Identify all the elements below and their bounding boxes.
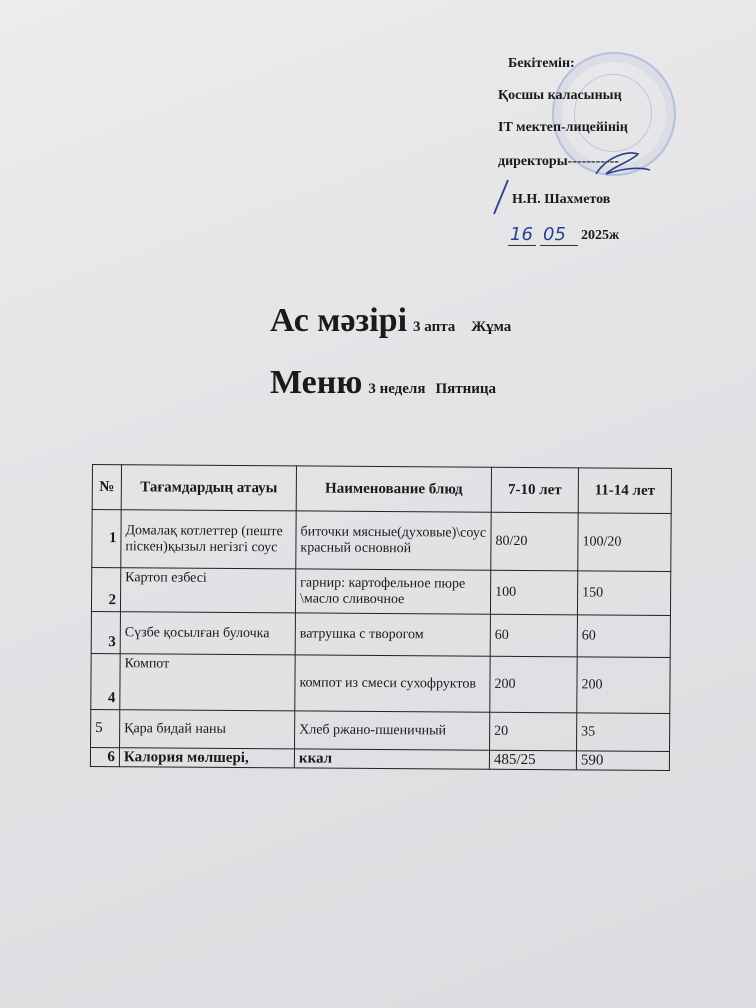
table-row [92, 510, 671, 572]
dish-russian: биточки мясные(духовые)\соус красный основной [296, 511, 491, 570]
header-number: № [92, 465, 121, 510]
table-row [91, 709, 670, 751]
approval-line-1: Бекітемін: [508, 56, 575, 71]
row-number: 3 [91, 611, 120, 653]
approval-line-3: IT мектеп-лицейінің [498, 120, 628, 135]
calorie-total-row [90, 747, 669, 770]
portion-7-10: 60 [490, 614, 577, 657]
approval-line-4: директоры----------- [498, 154, 619, 169]
approval-date-month: 05 [543, 224, 566, 245]
title-kazakh-day: Жұма [471, 319, 512, 335]
title-russian [270, 364, 496, 402]
dish-kazakh: Сүзбе қосылған булочка [120, 612, 295, 655]
title-russian-main: Меню [270, 364, 363, 401]
approval-date-day: 16 [510, 224, 533, 245]
dish-russian: Хлеб ржано-пшеничный [295, 711, 490, 750]
dish-kazakh: Қара бидай наны [120, 710, 295, 749]
portion-11-14: 200 [577, 657, 670, 714]
calories-11-14: 590 [576, 751, 669, 771]
row-number: 4 [91, 653, 120, 709]
row-number: 1 [92, 510, 121, 568]
title-kazakh [270, 302, 511, 340]
menu-table [90, 464, 672, 771]
table-row [91, 611, 670, 657]
dish-russian: компот из смеси сухофруктов [295, 655, 490, 712]
header-age-7-10: 7-10 лет [491, 467, 578, 513]
dish-kazakh: Домалақ котлеттер (пеште піскен)қызыл негізгі соус [121, 510, 296, 569]
dish-russian: гарнир: картофельное пюре \масло сливочное [295, 569, 490, 614]
row-number: 6 [90, 747, 119, 766]
portion-11-14: 150 [577, 571, 670, 616]
calorie-label: Калория мөлшері, [119, 748, 294, 768]
date-underline-month [540, 245, 578, 246]
header-kazakh-name: Тағамдардың атауы [121, 465, 296, 511]
row-number: 5 [91, 709, 120, 747]
calories-7-10: 485/25 [489, 750, 576, 770]
row-number: 2 [91, 568, 120, 612]
calorie-unit: ккал [294, 749, 489, 769]
portion-7-10: 80/20 [491, 512, 578, 571]
table-header-row [92, 465, 671, 514]
table-row [91, 653, 670, 713]
portion-11-14: 100/20 [578, 513, 671, 572]
header-age-11-14: 11-14 лет [578, 468, 671, 514]
portion-7-10: 100 [490, 570, 577, 615]
portion-7-10: 20 [490, 712, 577, 751]
dish-kazakh: Картоп езбесі [120, 568, 295, 613]
date-underline-day [508, 245, 536, 246]
table-row [91, 568, 670, 616]
title-russian-day: Пятница [435, 381, 497, 397]
approval-line-2: Қосшы каласының [498, 88, 622, 103]
portion-7-10: 200 [490, 656, 577, 713]
dish-russian: ватрушка с творогом [295, 613, 490, 656]
dish-kazakh: Компот [120, 654, 295, 711]
portion-11-14: 60 [577, 615, 670, 658]
approval-date-year: 2025ж [581, 228, 620, 243]
title-kazakh-main: Ас мәзірі [270, 302, 408, 339]
title-kazakh-week: 3 апта [413, 319, 456, 335]
title-russian-week: 3 неделя [368, 381, 426, 397]
header-russian-name: Наименование блюд [296, 466, 491, 512]
portion-11-14: 35 [577, 713, 670, 752]
director-name: Н.Н. Шахметов [512, 192, 611, 207]
